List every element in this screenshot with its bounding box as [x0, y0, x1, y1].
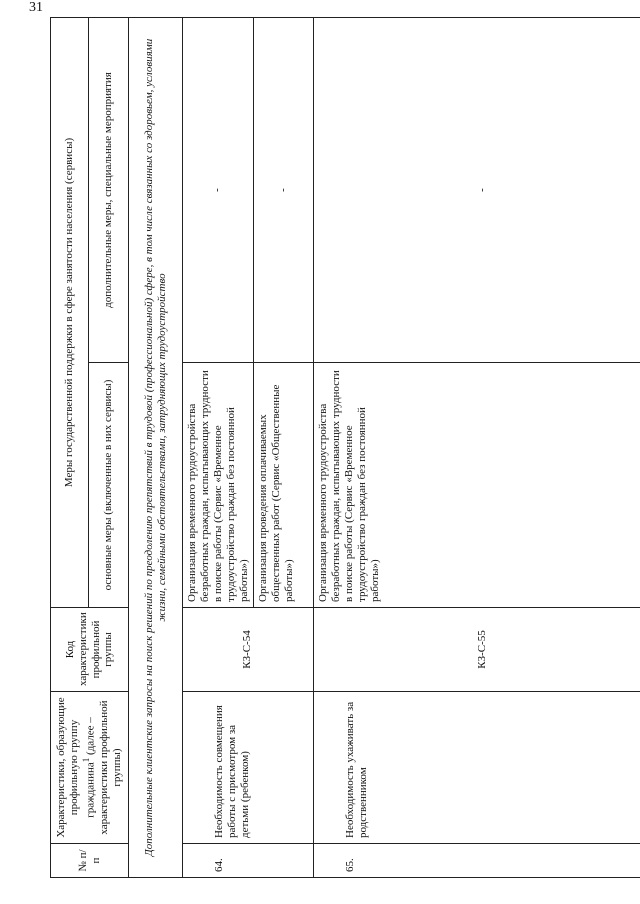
support-measures-table — [50, 17, 640, 878]
header-code: Код характеристики профильной группы — [51, 608, 129, 692]
header-num: № п/п — [51, 844, 129, 878]
footnote-mark: 1 — [81, 757, 92, 763]
header-basic: основные меры (включенные в них сервисы) — [89, 363, 129, 608]
section-row — [129, 18, 183, 878]
row-additional-measure: - — [253, 18, 313, 363]
header-row-main — [51, 18, 89, 878]
rotated-table-container — [50, 18, 640, 878]
row-code: КЗ-С-54 — [183, 608, 314, 692]
row-additional-measure: - — [183, 18, 254, 363]
header-measures: Меры государственной поддержки в сфере занятости населения (сервисы) — [51, 18, 89, 608]
row-basic-measure: Организация временного трудоустройства безработных граждан, испытывающих трудности в поиске работы (Сервис «Временное трудоустройство граждан без постоянной работы») — [183, 363, 254, 608]
table-row-65 — [313, 18, 640, 878]
page-number: 31 — [29, 0, 43, 15]
row-additional-measure: - — [313, 18, 640, 363]
header-characteristics-title: Характеристики, образующие профильную группу гражданина — [55, 697, 97, 838]
row-basic-measure: Организация проведения оплачиваемых общественных работ (Сервис «Общественные работы») — [253, 363, 313, 608]
header-characteristics-sub: (далее – характеристики профильной группы) — [84, 700, 123, 835]
row-basic-measure: Организация временного трудоустройства безработных граждан, испытывающих трудности в поиске работы (Сервис «Временное трудоустройство граждан без постоянной работы») — [313, 363, 640, 608]
row-num: 65. — [313, 844, 640, 878]
row-num: 64. — [183, 844, 314, 878]
row-code: КЗ-С-55 — [313, 608, 640, 692]
header-characteristics — [51, 692, 129, 844]
row-characteristic: Необходимость совмещения работы с присмотром за детьми (ребенком) — [183, 692, 314, 844]
header-additional: дополнительные меры, специальные мероприятия — [89, 18, 129, 363]
table-row-64a — [183, 18, 254, 878]
section-title: Дополнительные клиентские запросы на поиск решений по преодолению препятствий в трудовой (профессиональной) сфере, в том числе связанных со здоровьем, условиями жизни, семейными обстоятельствами, затрудняющих трудоустройство — [129, 18, 183, 878]
row-characteristic: Необходимость ухаживать за родственником — [313, 692, 640, 844]
